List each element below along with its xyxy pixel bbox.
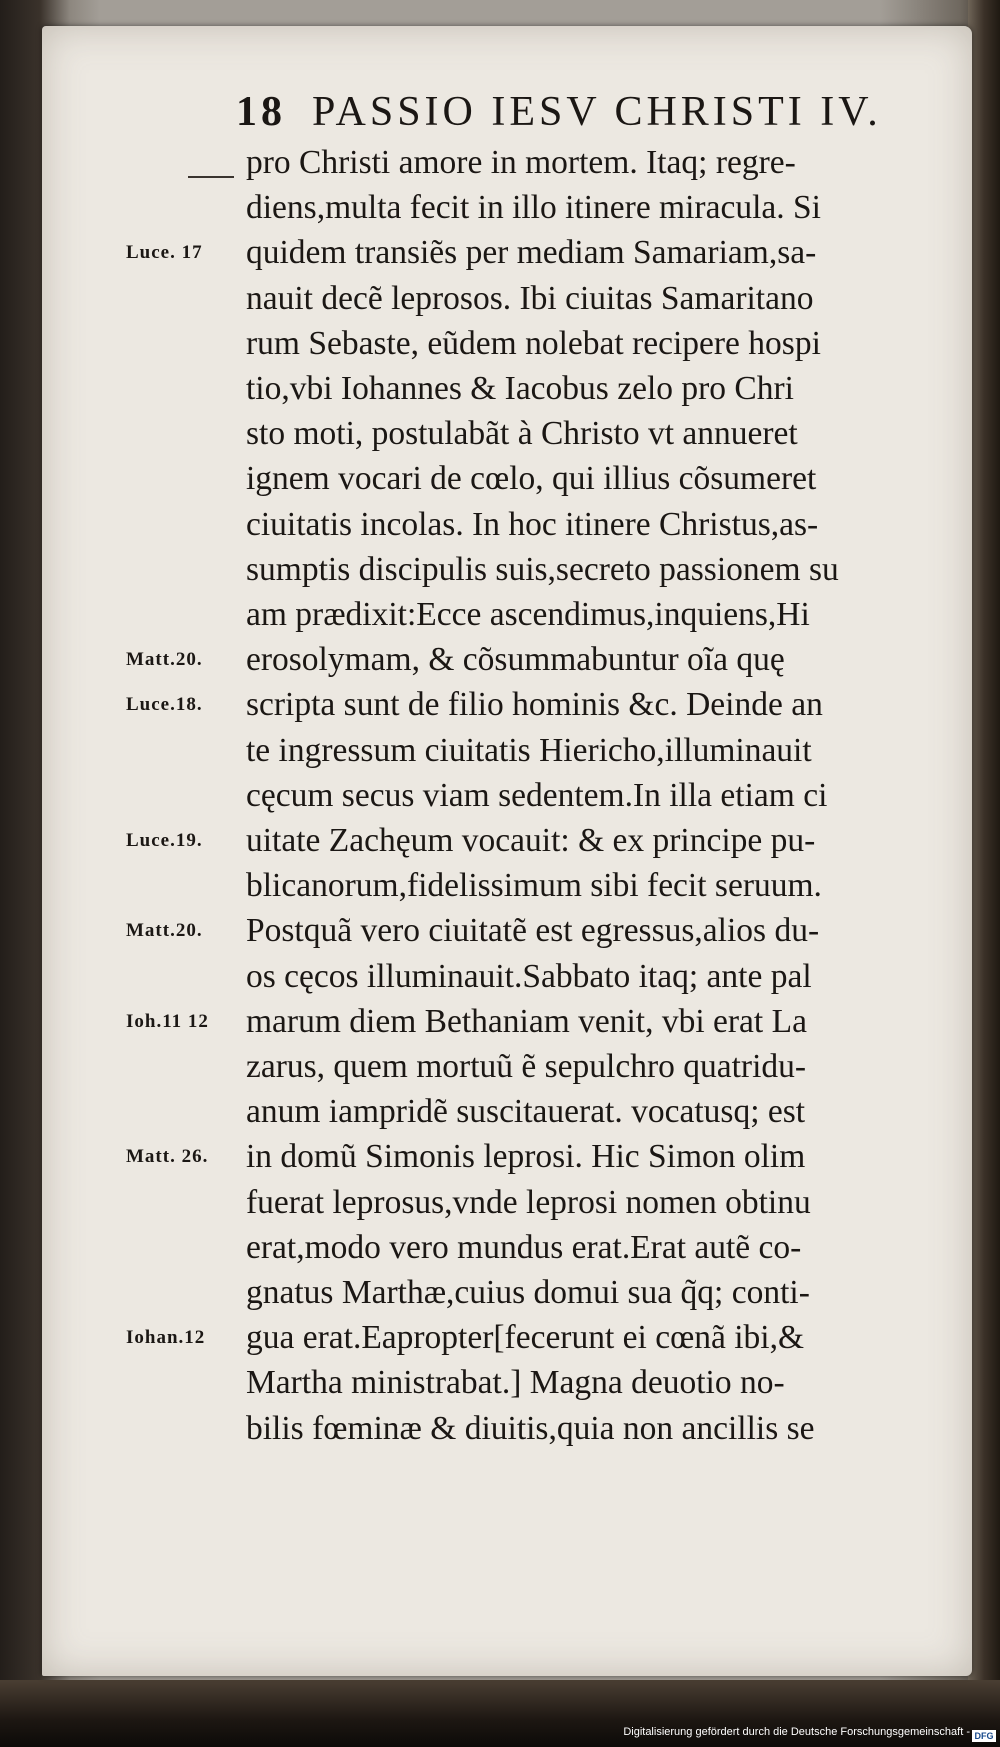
text-line: ignem vocari de cœlo, qui illius cõsumeret xyxy=(246,460,817,498)
text-line: te ingressum ciuitatis Hiericho,illuminauit xyxy=(246,731,812,769)
margin-note: Luce. 17 xyxy=(126,242,203,264)
text-line: in domũ Simonis leprosi. Hic Simon olim xyxy=(246,1138,806,1176)
text-line: tio,vbi Iohannes & Iacobus zelo pro Chri xyxy=(246,370,794,407)
text-line: rum Sebaste, eũdem nolebat recipere hospi xyxy=(246,324,821,362)
text-line: cęcum secus viam sedentem.In illa etiam ci xyxy=(246,776,828,814)
text-line: gua erat.Eapropter[fecerunt ei cœnã ibi,& xyxy=(246,1319,805,1357)
margin-note: Luce.18. xyxy=(126,694,203,716)
margin-note: Matt. 26. xyxy=(126,1146,209,1168)
margin-note: Matt.20. xyxy=(126,649,203,671)
text-line: uitate Zachęum vocauit: & ex principe pu- xyxy=(246,822,816,859)
text-line: fuerat leprosus,vnde leprosi nomen obtinu xyxy=(246,1183,811,1221)
text-line: sto moti, postulabãt à Christo vt annueret xyxy=(246,415,798,453)
text-line: am prædixit:Ecce ascendimus,inquiens,Hi xyxy=(246,596,810,633)
text-line: quidem transiẽs per mediam Samariam,sa- xyxy=(246,234,817,272)
page-number: 18 xyxy=(236,89,286,135)
margin-note: Luce.19. xyxy=(126,830,203,851)
text-line: pro Christi amore in mortem. Itaq; regre- xyxy=(246,144,796,181)
text-line: Postquã vero ciuitatẽ est egressus,alios du- xyxy=(246,912,820,950)
text-line: erat,modo vero mundus erat.Erat autẽ co- xyxy=(246,1228,802,1266)
text-line: marum diem Bethaniam venit, vbi erat La xyxy=(246,1002,807,1040)
text-line: zarus, quem mortuũ ẽ sepulchro quatridu- xyxy=(246,1048,807,1085)
text-line: scripta sunt de filio hominis &c. Deinde an xyxy=(246,686,823,724)
text-line: diens,multa fecit in illo itinere miracula. Si xyxy=(246,189,821,227)
text-line: Martha ministrabat.] Magna deuotio no- xyxy=(246,1364,785,1402)
text-line: anum iampridẽ suscitauerat. vocatusq; est xyxy=(246,1093,806,1131)
margin-dash xyxy=(188,176,234,178)
digitization-credit: Digitalisierung gefördert durch die Deutsche Forschungsgemeinschaft - xyxy=(623,1726,970,1738)
margin-note: Matt.20. xyxy=(126,920,203,942)
text-line: sumptis discipulis suis,secreto passionem su xyxy=(246,550,839,588)
text-line: nauit decẽ leprosos. Ibi ciuitas Samaritano xyxy=(246,279,814,317)
text-line: os cęcos illuminauit.Sabbato itaq; ante pal xyxy=(246,957,812,995)
book-right-edge xyxy=(968,0,1000,1700)
margin-note: Iohan.12 xyxy=(126,1327,206,1349)
running-header xyxy=(236,88,956,148)
running-title: PASSIO IESV CHRISTI IV. xyxy=(312,89,882,135)
text-line: blicanorum,fidelissimum sibi fecit seruum. xyxy=(246,867,822,905)
dfg-logo: DFG xyxy=(972,1730,996,1742)
text-line: bilis fœminæ & diuitis,quia non ancillis se xyxy=(246,1409,815,1447)
text-line: ciuitatis incolas. In hoc itinere Christus,as- xyxy=(246,505,819,543)
text-line: gnatus Marthæ,cuius domui sua q̃q; conti- xyxy=(246,1274,810,1311)
text-line: erosolymam, & cõsummabuntur oĩa quę xyxy=(246,641,785,679)
margin-note: Ioh.11 12 xyxy=(126,1010,209,1032)
